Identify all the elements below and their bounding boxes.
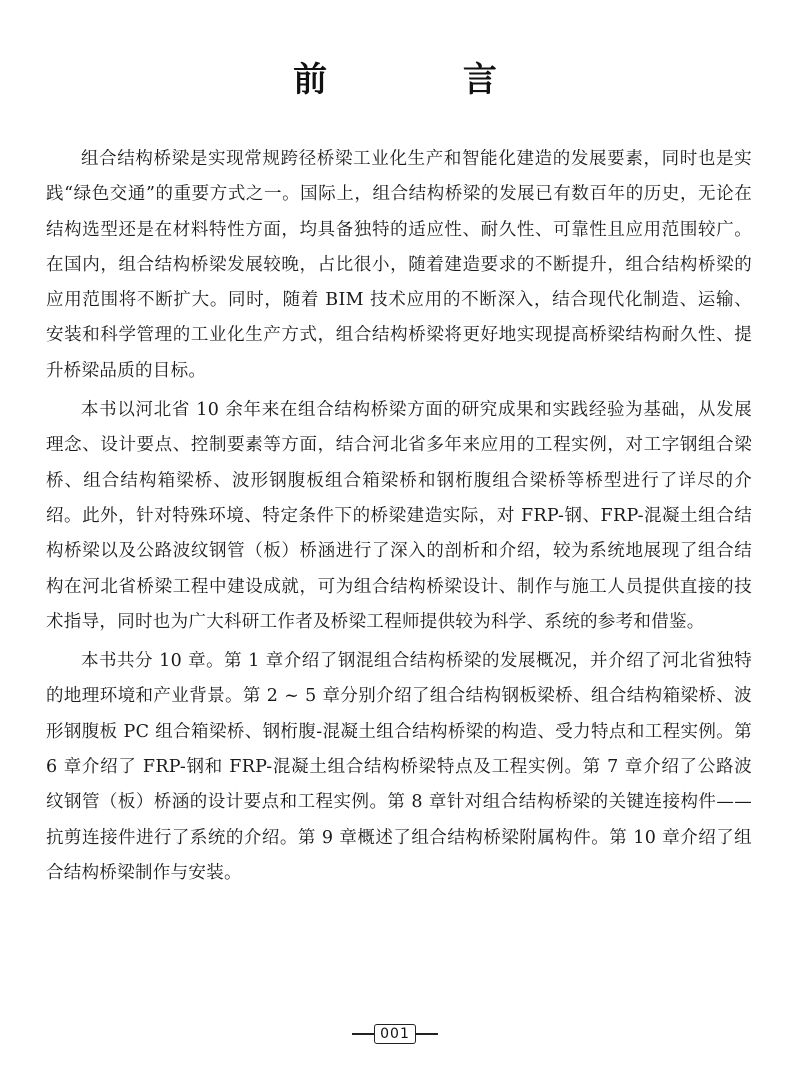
preface-body — [46, 142, 752, 895]
paragraph-1: 组合结构桥梁是实现常规跨径桥梁工业化生产和智能化建造的发展要素，同时也是实践“绿色交通”的重要方式之一。国际上，组合结构桥梁的发展已有数百年的历史，无论在结构选型还是在材料特性方面，均具备独特的适应性、耐久性、可靠性且应用范围较广。在国内，组合结构桥梁发展较晚，占比很小，随着建造要求的不断提升，组合结构桥梁的应用范围将不断扩大。同时，随着 BIM 技术应用的不断深入，结合现代化制造、运输、安装和科学管理的工业化生产方式，组合结构桥梁将更好地实现提高桥梁结构耐久性、提升桥梁品质的目标。 — [46, 149, 752, 381]
footer-rule-left — [352, 1033, 374, 1035]
paragraph-3: 本书共分 10 章。第 1 章介绍了钢混组合结构桥梁的发展概况，并介绍了河北省独特的地理环境和产业背景。第 2 ~ 5 章分别介绍了组合结构钢板梁桥、组合结构箱梁桥、波形钢腹板 PC 组合箱梁桥、钢桁腹-混凝土组合结构桥梁的构造、受力特点和工程实例。第 6 章介绍了 FRP-钢和 FRP-混凝土组合结构桥梁特点及工程实例。第 7 章介绍了公路波纹钢管（板）桥涵的设计要点和工程实例。第 8 章针对组合结构桥梁的关键连接构件——抗剪连接件进行了系统的介绍。第 9 章概述了组合结构桥梁附属构件。第 10 章介绍了组合结构桥梁制作与安装。 — [46, 651, 752, 883]
page-title: 前 言 — [293, 60, 559, 100]
footer-rule-right — [416, 1033, 438, 1035]
paragraph-2: 本书以河北省 10 余年来在组合结构桥梁方面的研究成果和实践经验为基础，从发展理念、设计要点、控制要素等方面，结合河北省多年来应用的工程实例，对工字钢组合梁桥、组合结构箱梁桥、波形钢腹板组合箱梁桥和钢桁腹组合梁桥等桥型进行了详尽的介绍。此外，针对特殊环境、特定条件下的桥梁建造实际，对 FRP-钢、FRP-混凝土组合结构桥梁以及公路波纹钢管（板）桥涵进行了深入的剖析和介绍，较为系统地展现了组合结构在河北省桥梁工程中建设成就，可为组合结构桥梁设计、制作与施工人员提供直接的技术指导，同时也为广大科研工作者及桥梁工程师提供较为科学、系统的参考和借鉴。 — [46, 400, 752, 632]
page-number: 001 — [374, 1024, 416, 1044]
page-footer — [0, 1024, 790, 1044]
